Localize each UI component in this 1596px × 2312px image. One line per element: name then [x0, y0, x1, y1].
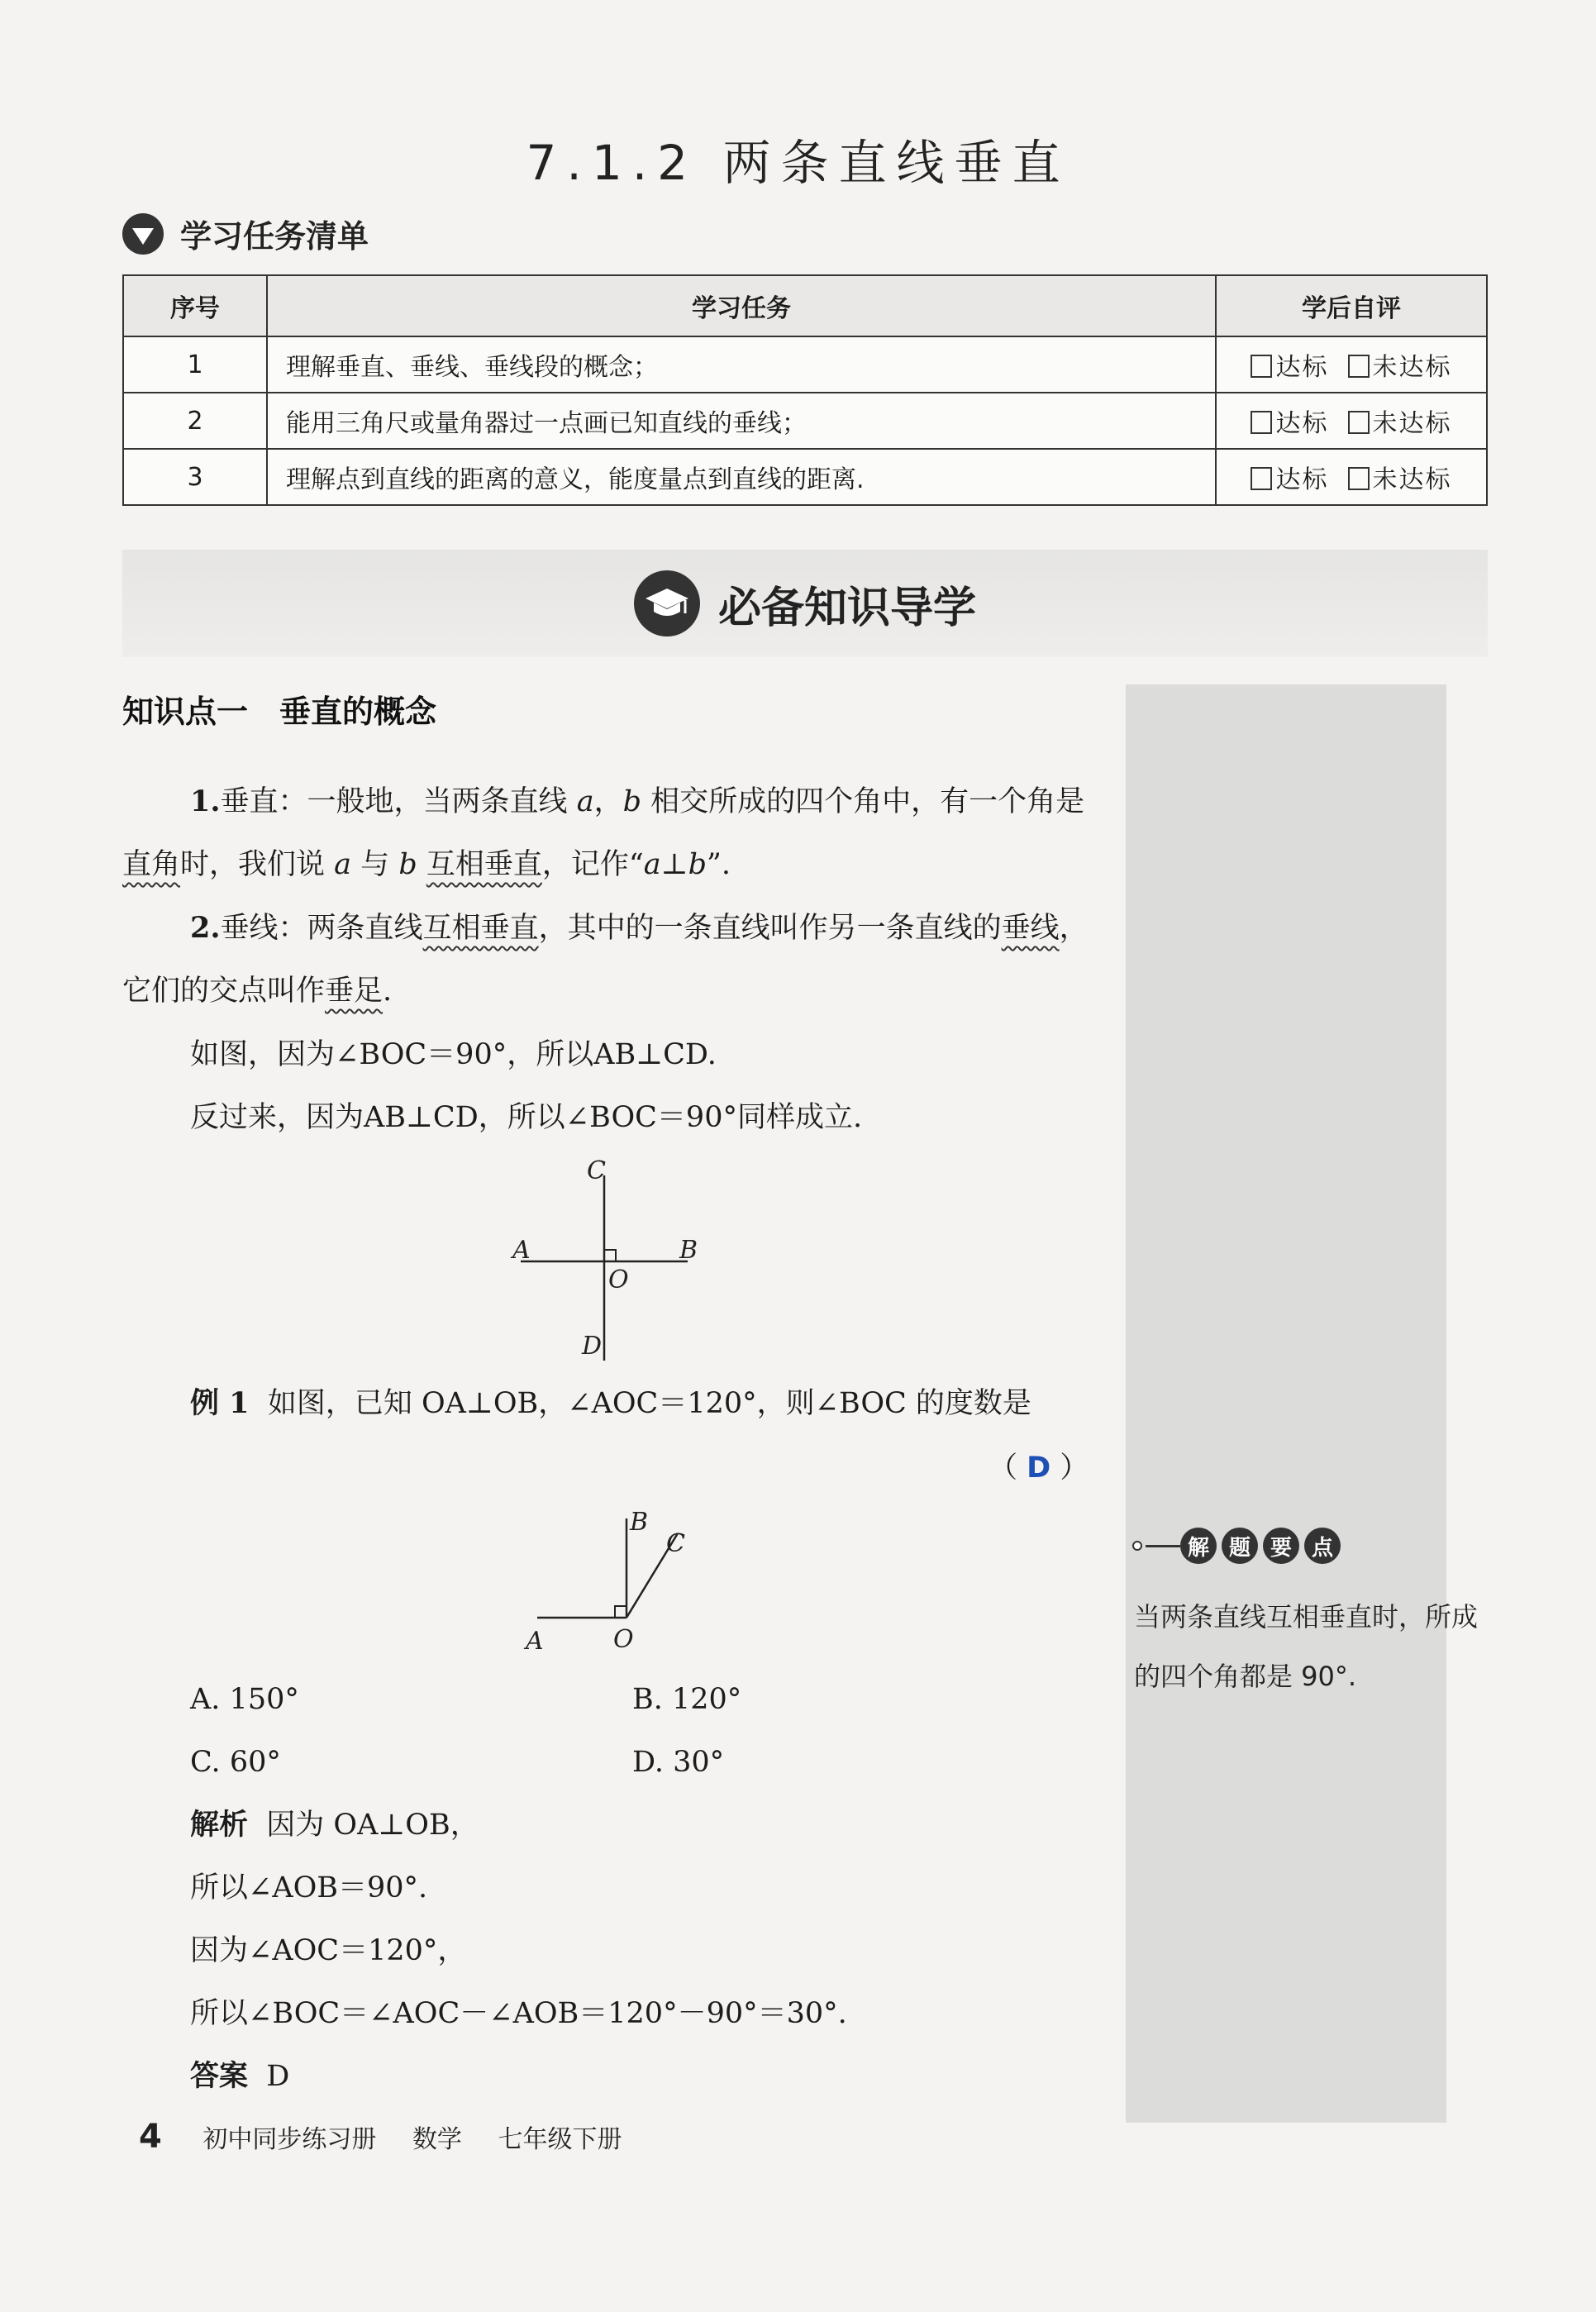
- var-a: a: [576, 785, 594, 818]
- converse-statement: 反过来，因为AB⊥CD，所以∠BOC＝90°同样成立.: [190, 1101, 863, 1134]
- keyword-mutually-perpendicular: 互相垂直: [426, 848, 542, 881]
- pass-label: 达标: [1275, 465, 1329, 494]
- label-o: O: [613, 1625, 634, 1654]
- label-b: B: [630, 1508, 649, 1537]
- example-statement: 如图，因为∠BOC＝90°，所以AB⊥CD.: [190, 1038, 717, 1071]
- header-num: 序号: [123, 275, 267, 336]
- knowledge-title: 知识点一 垂直的概念: [122, 694, 437, 730]
- option-letter: C.: [190, 1746, 221, 1779]
- item-number: 1.: [190, 784, 221, 818]
- text-run: ，其中的一条直线叫作另一条直线的: [538, 912, 1002, 945]
- tips-char: 题: [1222, 1528, 1258, 1564]
- subject-name: 数学: [412, 2125, 462, 2154]
- right-angle-mark: [615, 1606, 626, 1618]
- analysis-line: 因为∠AOC＝120°，: [190, 1934, 467, 1967]
- figure-angle-aoc: [504, 1500, 719, 1657]
- table-row: [123, 393, 1487, 449]
- question-text: 如图，已知 OA⊥OB，∠AOC＝120°，则∠BOC 的度数是: [267, 1387, 1031, 1420]
- tips-heading: [1132, 1528, 1346, 1564]
- label-o: O: [608, 1266, 629, 1294]
- keyword-perpendicular-line: 垂线: [1001, 912, 1060, 945]
- label-c: C: [666, 1529, 685, 1558]
- bracket-open: （: [989, 1452, 1018, 1485]
- page-title: 7.1.2 两条直线垂直: [526, 135, 1070, 191]
- tips-char: 要: [1263, 1528, 1299, 1564]
- answer-bracket: [989, 1445, 1089, 1486]
- table-row: [123, 336, 1487, 393]
- final-answer: [190, 2045, 1157, 2108]
- table-row: [123, 449, 1487, 505]
- example-label: 例 1: [190, 1386, 250, 1420]
- row-task: 能用三角尺或量角器过一点画已知直线的垂线；: [267, 393, 1216, 449]
- text-run: ，它们的交点叫作: [122, 912, 1089, 1008]
- checkbox-pass[interactable]: [1251, 411, 1272, 434]
- fail-label: 未达标: [1372, 409, 1452, 438]
- label-d: D: [582, 1332, 603, 1361]
- task-list-heading: [122, 211, 369, 256]
- pass-label: 达标: [1275, 353, 1329, 382]
- option-b: [632, 1668, 963, 1731]
- analysis-line: 所以∠BOC＝∠AOC－∠AOB＝120°－90°＝30°.: [190, 1997, 847, 2030]
- option-value: 150°: [229, 1683, 299, 1716]
- option-value: 30°: [673, 1746, 725, 1779]
- row-eval: [1216, 393, 1487, 449]
- tips-char: 点: [1304, 1528, 1341, 1564]
- analysis-line: [190, 1794, 1157, 1857]
- final-answer-value: D: [266, 2060, 290, 2093]
- analysis-label: 解析: [190, 1808, 249, 1842]
- label-a: A: [526, 1627, 544, 1656]
- grade-name: 七年级下册: [498, 2125, 622, 2154]
- label-b: B: [679, 1236, 698, 1265]
- row-num: 1: [123, 336, 267, 393]
- banner-label: 必备知识导学: [717, 583, 976, 633]
- checkbox-pass[interactable]: [1251, 467, 1272, 490]
- keyword-right-angle: 直角: [122, 848, 181, 881]
- option-letter: B.: [632, 1683, 663, 1716]
- row-eval: [1216, 336, 1487, 393]
- checkbox-fail[interactable]: [1348, 411, 1370, 434]
- analysis-text: 因为 OA⊥OB，: [266, 1809, 479, 1842]
- option-value: 60°: [229, 1746, 281, 1779]
- example-question: [122, 1372, 1089, 1435]
- page-number: 4: [139, 2118, 162, 2156]
- page-footer: [139, 2118, 650, 2156]
- header-eval: 学后自评: [1216, 275, 1487, 336]
- definition-perpendicular: 1.垂直：一般地，当两条直线 a，b 相交所成的四个角中，有一个角是直角时，我们说 a 与 b 互相垂直，记作“a⊥b”.: [122, 784, 1085, 881]
- row-num: 3: [123, 449, 267, 505]
- triangle-down-icon: [122, 213, 164, 255]
- right-angle-mark: [604, 1250, 616, 1261]
- pass-label: 达标: [1275, 409, 1329, 438]
- checkbox-pass[interactable]: [1251, 355, 1272, 378]
- fail-label: 未达标: [1372, 353, 1452, 382]
- graduation-cap-icon: [634, 570, 700, 636]
- header-task: 学习任务: [267, 275, 1216, 336]
- keyword-foot: 垂足: [325, 975, 384, 1008]
- label-a: A: [512, 1236, 531, 1265]
- text-run: ”.: [706, 848, 731, 881]
- keyword-mutually-perpendicular: 互相垂直: [422, 912, 539, 945]
- tips-char: 解: [1180, 1528, 1217, 1564]
- figure-perpendicular-cross: [496, 1157, 727, 1372]
- text-run: ，记作“: [541, 848, 644, 881]
- row-num: 2: [123, 393, 267, 449]
- label-c: C: [587, 1157, 606, 1185]
- answer-value: D: [1027, 1452, 1051, 1485]
- option-letter: A.: [190, 1683, 221, 1716]
- text-run: 垂直：一般地，当两条直线: [220, 785, 568, 818]
- analysis-line: 所以∠AOB＝90°.: [190, 1871, 428, 1904]
- option-value: 120°: [672, 1683, 742, 1716]
- tips-text: 当两条直线互相垂直时，所成的四个角都是 90°.: [1134, 1601, 1479, 1692]
- text-run: 时，我们说: [180, 848, 326, 881]
- var-b: b: [622, 785, 641, 818]
- option-a: [190, 1668, 521, 1731]
- option-c: [190, 1731, 521, 1794]
- row-eval: [1216, 449, 1487, 505]
- option-d: [632, 1731, 963, 1794]
- section-banner: [122, 550, 1488, 657]
- final-answer-label: 答案: [190, 2059, 249, 2093]
- task-table: [122, 274, 1488, 506]
- sidebar-panel: [1126, 684, 1446, 2123]
- bracket-close: ）: [1060, 1452, 1089, 1485]
- fail-label: 未达标: [1372, 465, 1452, 494]
- row-task: 理解点到直线的距离的意义，能度量点到直线的距离.: [267, 449, 1216, 505]
- row-task: 理解垂直、垂线、垂线段的概念；: [267, 336, 1216, 393]
- text-run: .: [383, 975, 393, 1008]
- task-table-header: [123, 275, 1487, 336]
- checkbox-fail[interactable]: [1348, 355, 1370, 378]
- definition-perpendicular-line: [122, 897, 1089, 1023]
- option-letter: D.: [632, 1746, 664, 1779]
- text-run: 相交所成的四个角中，有一个角是: [650, 785, 1085, 818]
- checkbox-fail[interactable]: [1348, 467, 1370, 490]
- text-run: 垂线：两条直线: [220, 912, 423, 945]
- book-name: 初中同步练习册: [202, 2125, 377, 2154]
- item-number: 2.: [190, 911, 221, 945]
- task-list-label: 学习任务清单: [180, 218, 369, 255]
